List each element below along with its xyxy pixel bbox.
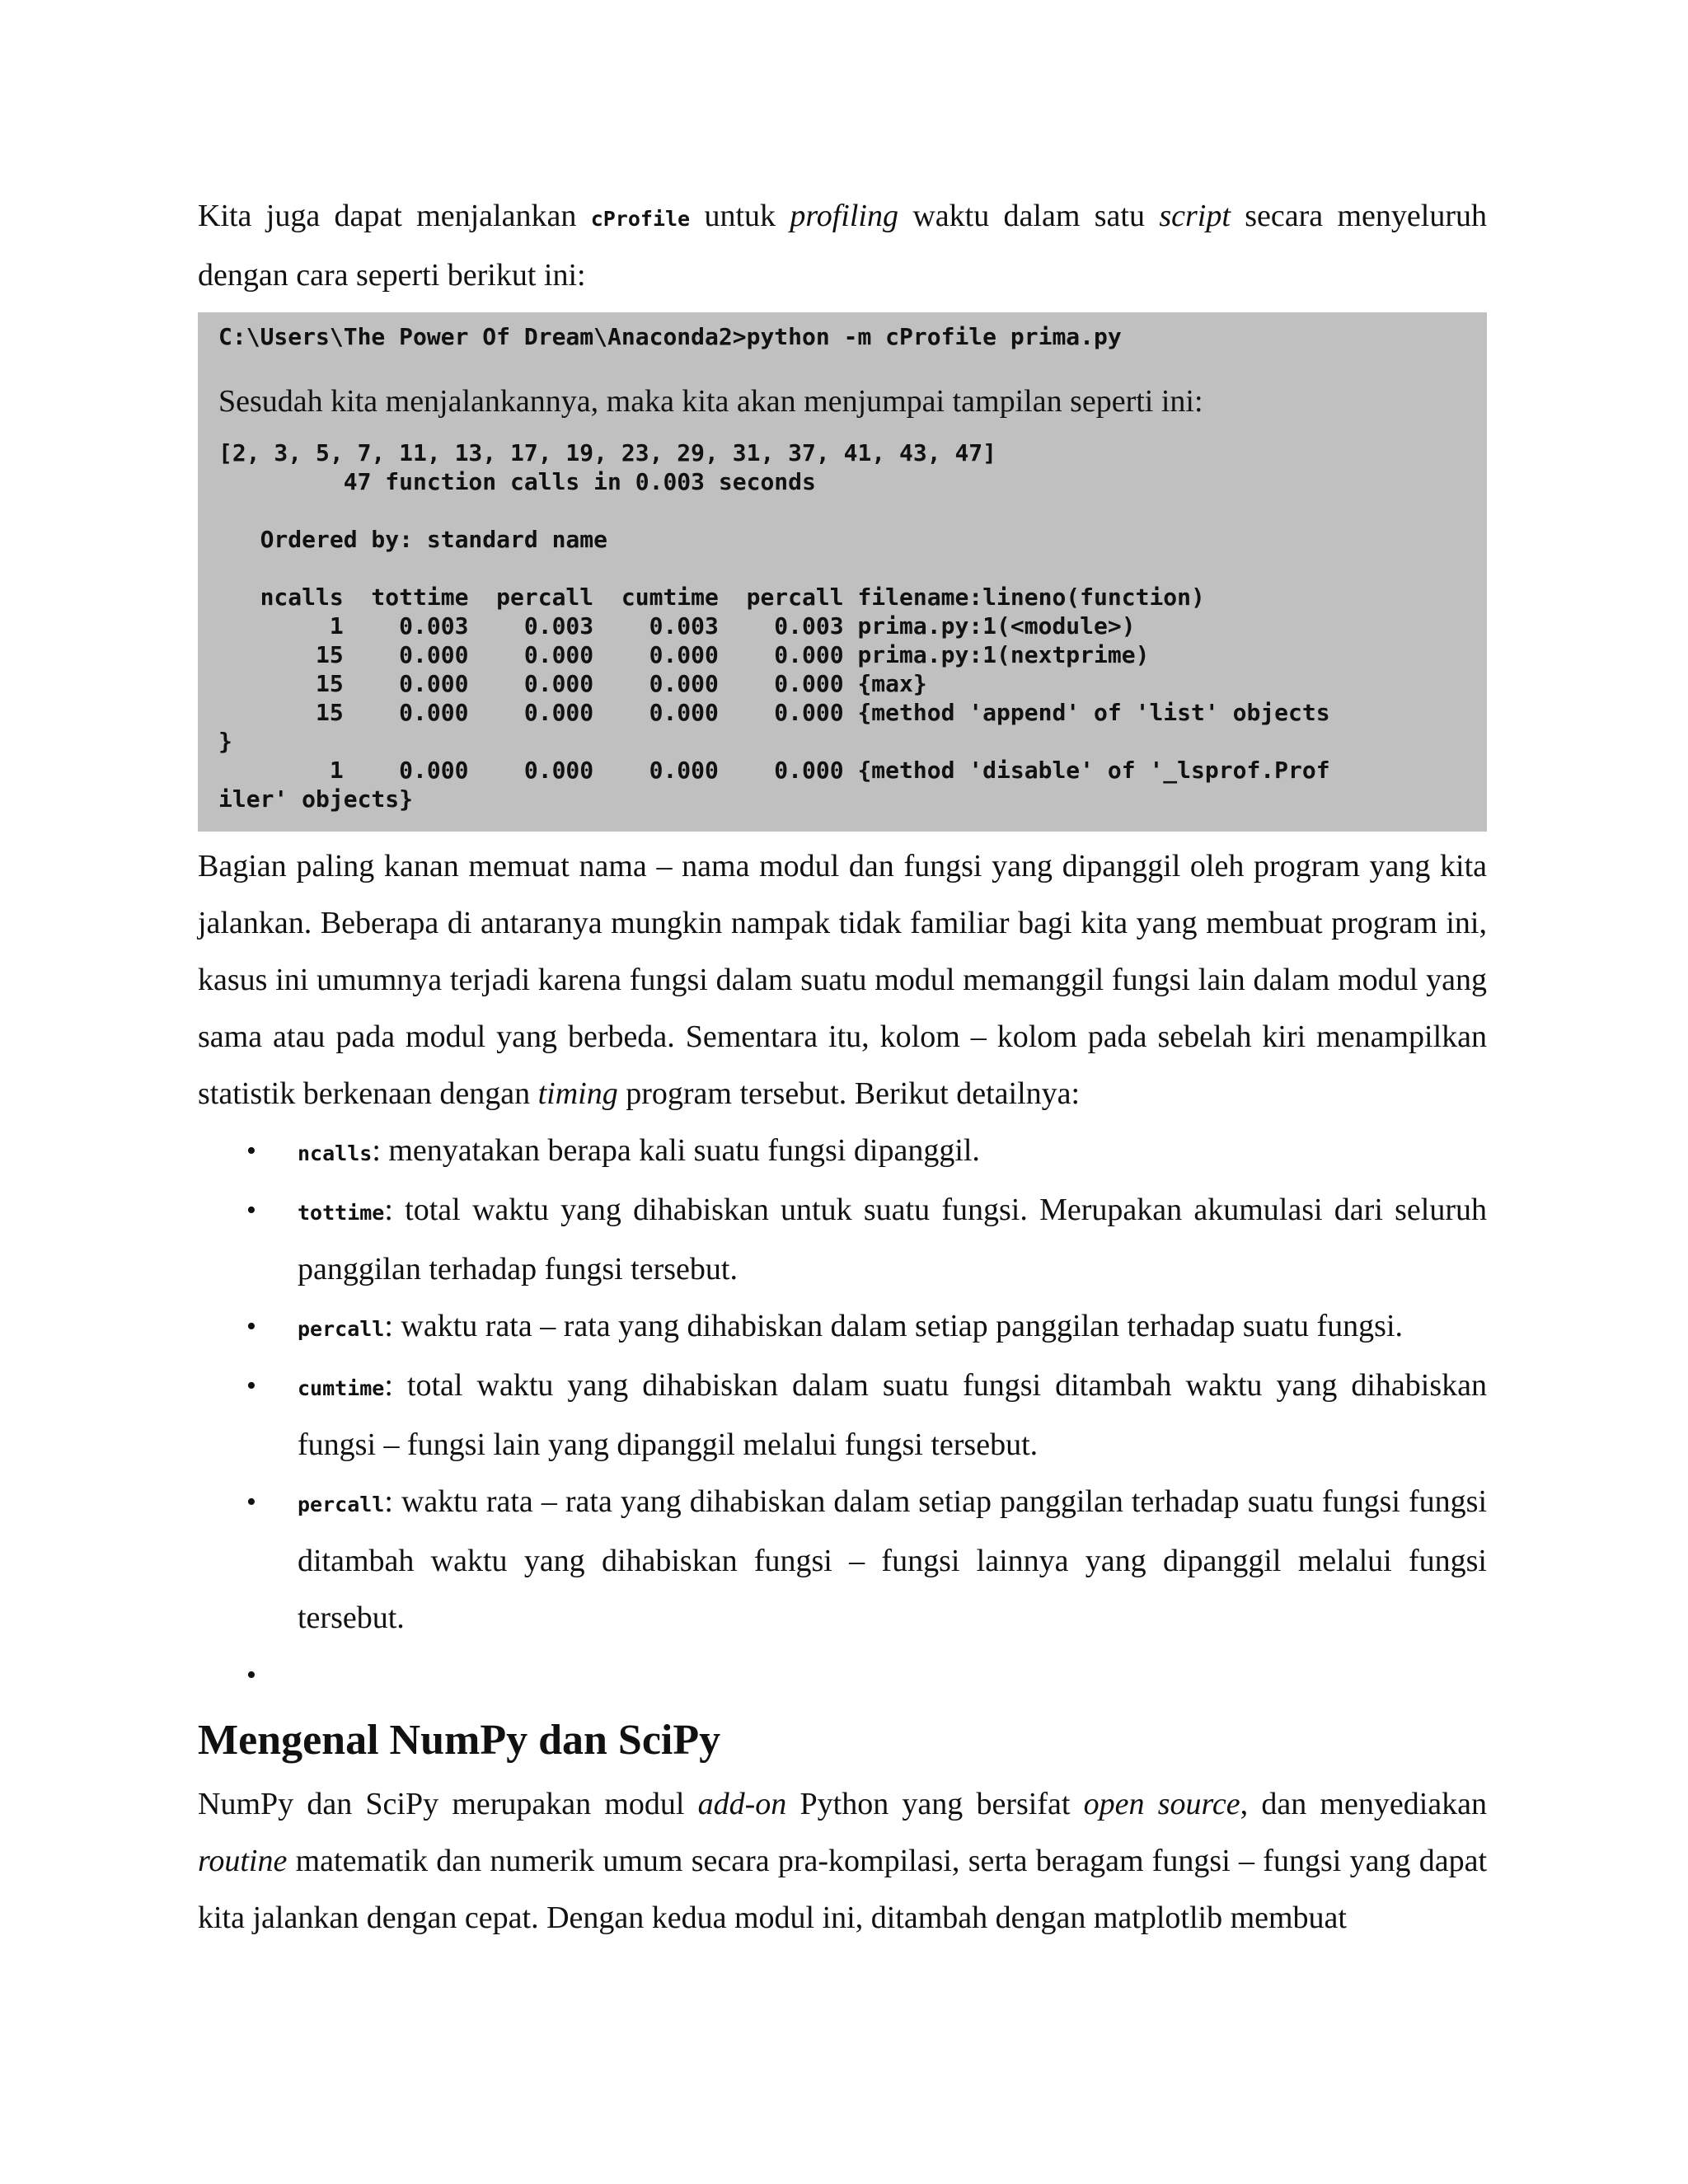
- output-row: 1 0.003 0.003 0.003 0.003 prima.py:1(<module>): [218, 612, 1136, 640]
- output-row: iler' objects}: [218, 785, 414, 813]
- code-block: [198, 312, 1487, 832]
- output-row: 15 0.000 0.000 0.000 0.000 {max}: [218, 670, 927, 697]
- output-row: 15 0.000 0.000 0.000 0.000 prima.py:1(nextprime): [218, 641, 1150, 668]
- inline-code-cprofile: cProfile: [590, 207, 691, 231]
- bullet-icon: •: [246, 1371, 256, 1401]
- definition-list: [198, 1122, 1487, 1704]
- code-block-caption: Sesudah kita menjalankannya, maka kita akan menjumpai tampilan seperti ini:: [218, 384, 1203, 419]
- list-item: • cumtime: total waktu yang dihabiskan dalam suatu fungsi ditambah waktu yang dihabiskan fungsi – fungsi lain yang dipanggil melalui fungsi tersebut.: [198, 1357, 1487, 1474]
- profile-output: [218, 438, 1466, 813]
- bullet-icon: •: [246, 1487, 256, 1517]
- section-heading: Mengenal NumPy dan SciPy: [198, 1717, 721, 1764]
- document-page: [198, 188, 1487, 1947]
- bullet-icon: •: [246, 1311, 256, 1342]
- output-primes: [2, 3, 5, 7, 11, 13, 17, 19, 23, 29, 31, 37, 41, 43, 47]: [218, 439, 997, 466]
- output-ordered: Ordered by: standard name: [218, 526, 608, 553]
- list-item: • percall: waktu rata – rata yang dihabiskan dalam setiap panggilan terhadap suatu fungsi fungsi ditambah waktu yang dihabiskan fungsi – fungsi lainnya yang dipanggil melalui fungsi tersebut.: [198, 1474, 1487, 1647]
- output-summary: 47 function calls in 0.003 seconds: [218, 468, 816, 495]
- bullet-icon: •: [246, 1195, 256, 1226]
- list-item: • tottime: total waktu yang dihabiskan untuk suatu fungsi. Merupakan akumulasi dari seluruh panggilan terhadap fungsi tersebut.: [198, 1182, 1487, 1298]
- output-row: }: [218, 728, 232, 755]
- output-row: 15 0.000 0.000 0.000 0.000 {method 'append' of 'list' objects: [218, 699, 1330, 726]
- bullet-icon: •: [246, 1660, 256, 1690]
- list-item: • ncalls: menyatakan berapa kali suatu fungsi dipanggil.: [198, 1122, 1487, 1182]
- command-line: C:\Users\The Power Of Dream\Anaconda2>python -m cProfile prima.py: [218, 323, 1122, 350]
- explanation-paragraph: Bagian paling kanan memuat nama – nama modul dan fungsi yang dipanggil oleh program yang kita jalankan. Beberapa di antaranya mungkin nampak tidak familiar bagi kita yang membuat program ini, kasus ini umumnya terjadi karena fungsi dalam suatu modul memanggil fungsi lain dalam modul yang sama atau pada modul yang berbeda. Sementara itu, kolom – kolom pada sebelah kiri menampilkan statistik berkenaan dengan timing program tersebut. Berikut detailnya:: [198, 849, 1487, 1111]
- list-item-empty: [198, 1647, 1487, 1704]
- bullet-icon: •: [246, 1136, 256, 1166]
- output-header: ncalls tottime percall cumtime percall filename:lineno(function): [218, 583, 1205, 611]
- numpy-paragraph: NumPy dan SciPy merupakan modul add-on Python yang bersifat open source, dan menyediakan routine matematik dan numerik umum secara pra-kompilasi, serta beragam fungsi – fungsi yang dapat kita jalankan dengan cepat. Dengan kedua modul ini, ditambah dengan matplotlib membuat: [198, 1787, 1488, 1935]
- intro-paragraph: Kita juga dapat menjalankan cProfile untuk profiling waktu dalam satu script secara menyeluruh dengan cara seperti berikut ini:: [198, 199, 1487, 293]
- list-item: • percall: waktu rata – rata yang dihabiskan dalam setiap panggilan terhadap suatu fungsi.: [198, 1298, 1487, 1357]
- output-row: 1 0.000 0.000 0.000 0.000 {method 'disable' of '_lsprof.Prof: [218, 757, 1330, 784]
